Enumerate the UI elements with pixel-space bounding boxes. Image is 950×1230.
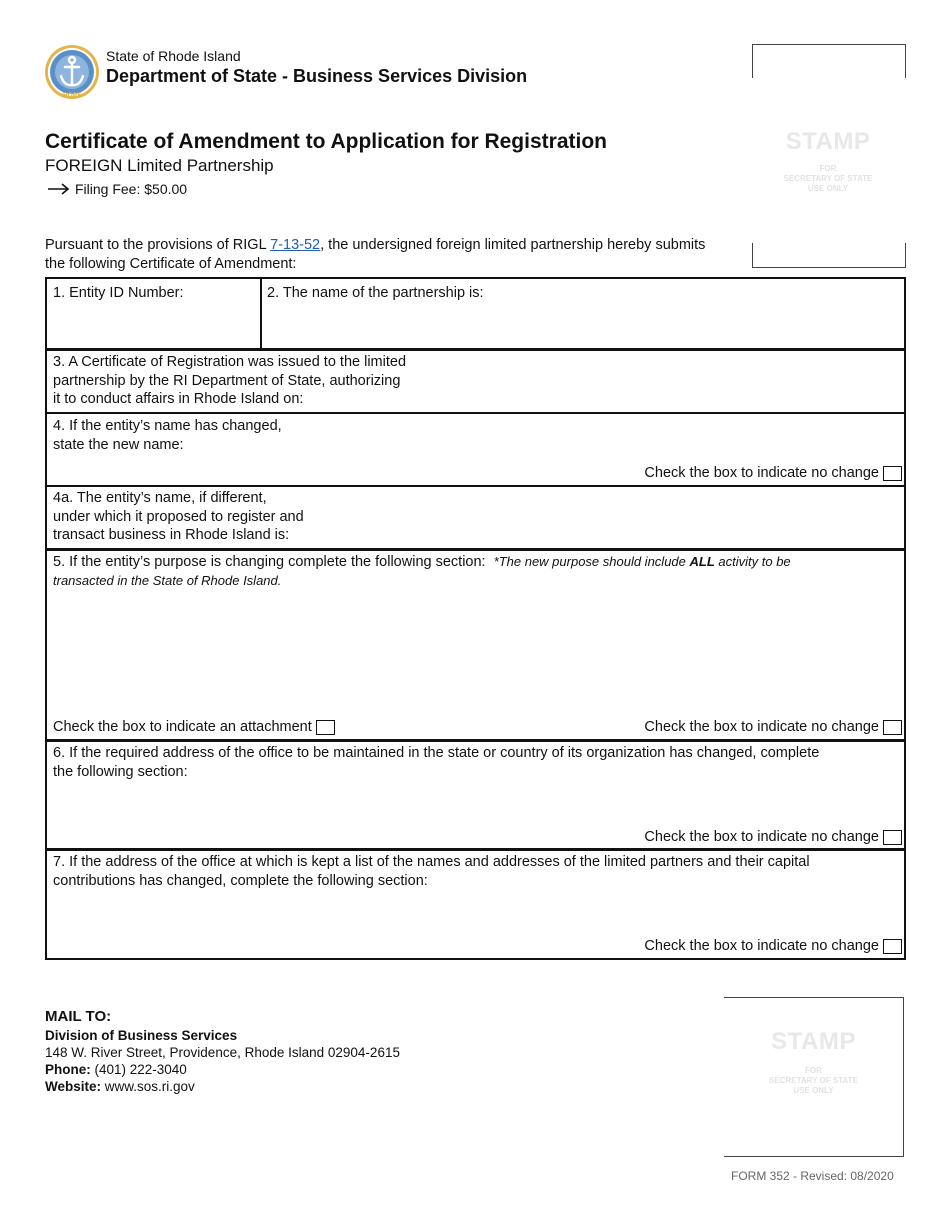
partnership-name-label: 2. The name of the partnership is: xyxy=(267,285,484,301)
q3-line-2: partnership by the RI Department of State, authorizing xyxy=(53,372,401,389)
q5-attachment xyxy=(53,719,335,735)
q3-line-3: it to conduct affairs in Rhode Island on: xyxy=(53,391,304,407)
q6-line-2: the following section: xyxy=(53,763,188,780)
registration-date-label xyxy=(53,353,406,409)
alternate-name-label xyxy=(53,489,304,545)
q5-note-bold: ALL xyxy=(689,554,715,569)
q7-no-change xyxy=(644,938,902,954)
website-label: Website: xyxy=(45,1079,102,1094)
q5-note-pre: *The new purpose should include xyxy=(493,554,690,569)
mail-address: 148 W. River Street, Providence, Rhode Island 02904-2615 xyxy=(45,1045,400,1060)
q7-no-change-label: Check the box to indicate no change xyxy=(644,938,879,954)
q4a-line-3: transact business in Rhode Island is: xyxy=(53,527,290,543)
entity-id-label: 1. Entity ID Number: xyxy=(53,285,184,301)
divider-6 xyxy=(47,848,904,851)
q4-line-2: state the new name: xyxy=(53,436,184,453)
records-office-label xyxy=(53,853,893,890)
mail-website xyxy=(45,1079,195,1094)
q4a-line-1: 4a. The entity’s name, if different, xyxy=(53,490,267,506)
stamp-box-bottom-section xyxy=(724,997,904,1157)
divider-3 xyxy=(47,485,904,487)
rigl-link[interactable]: 7-13-52 xyxy=(270,237,321,253)
state-name: State of Rhode Island xyxy=(106,48,241,64)
q6-no-change xyxy=(644,829,902,845)
divider-1 xyxy=(47,348,904,351)
stamp-line-3: USE ONLY xyxy=(807,184,849,193)
stamp-box-bottom xyxy=(752,243,906,268)
form-number: FORM 352 - Revised: 08/2020 xyxy=(731,1169,894,1183)
q4-no-change-label: Check the box to indicate no change xyxy=(644,465,879,481)
q5-attachment-label: Check the box to indicate an attachment xyxy=(53,719,312,735)
q6-no-change-label: Check the box to indicate no change xyxy=(644,829,879,845)
stamp-placeholder xyxy=(752,128,904,194)
q5-note xyxy=(494,554,791,569)
q5-no-change xyxy=(644,719,902,735)
filing-fee xyxy=(47,181,187,197)
seal-text: HOPE xyxy=(62,92,82,99)
filing-fee-text: Filing Fee: $50.00 xyxy=(75,181,188,197)
purpose-label xyxy=(53,553,893,590)
q5-text: 5. If the entity’s purpose is changing complete the following section: xyxy=(53,554,486,570)
mail-division: Division of Business Services xyxy=(45,1028,238,1043)
stamp-line-1: FOR xyxy=(819,164,837,173)
q4-no-change-checkbox[interactable] xyxy=(883,466,902,481)
q5-note-post: activity to be xyxy=(714,554,791,569)
stamp2-word: STAMP xyxy=(771,1028,856,1055)
amendment-form xyxy=(45,277,906,960)
divider-4 xyxy=(47,548,904,551)
intro-text-before: Pursuant to the provisions of RIGL xyxy=(45,237,271,253)
website-value: www.sos.ri.gov xyxy=(101,1079,195,1094)
page-title: Certificate of Amendment to Application for Registration xyxy=(45,130,607,153)
department-name: Department of State - Business Services Division xyxy=(106,66,528,86)
stamp-box-top xyxy=(752,44,906,78)
new-name-label xyxy=(53,417,282,454)
divider-5 xyxy=(47,739,904,742)
stamp2-line-2: SECRETARY OF STATE xyxy=(769,1076,858,1085)
q7-line-1: 7. If the address of the office at which is kept a list of the names and addresses of the limited partners and their capital xyxy=(53,854,810,870)
mail-phone xyxy=(45,1062,187,1077)
q6-no-change-checkbox[interactable] xyxy=(883,830,902,845)
phone-label: Phone: xyxy=(45,1062,91,1077)
stamp2-line-3: USE ONLY xyxy=(793,1086,834,1095)
divider-2 xyxy=(47,412,904,414)
mail-to-heading: MAIL TO: xyxy=(45,1008,112,1025)
arrow-right-icon xyxy=(47,183,71,195)
q4-no-change xyxy=(644,465,902,481)
intro-text-after: , the undersigned foreign limited partnership hereby submits the following Certificate of Amendment: xyxy=(45,237,706,272)
q4-line-1: 4. If the entity’s name has changed, xyxy=(53,418,282,434)
q5-no-change-checkbox[interactable] xyxy=(883,720,902,735)
q7-no-change-checkbox[interactable] xyxy=(883,939,902,954)
stamp-word: STAMP xyxy=(785,128,871,155)
phone-value: (401) 222-3040 xyxy=(90,1062,187,1077)
stamp2-line-1: FOR xyxy=(805,1066,822,1075)
q5-attachment-checkbox[interactable] xyxy=(316,720,335,735)
q7-line-2: contributions has changed, complete the following section: xyxy=(53,872,428,889)
intro-paragraph xyxy=(45,236,725,273)
state-seal-icon xyxy=(44,44,100,100)
q5-note-line-2: transacted in the State of Rhode Island. xyxy=(53,572,282,588)
page-subtitle: FOREIGN Limited Partnership xyxy=(45,156,274,175)
q5-no-change-label: Check the box to indicate no change xyxy=(644,719,879,735)
q3-line-1: 3. A Certificate of Registration was issued to the limited xyxy=(53,354,407,370)
stamp-line-2: SECRETARY OF STATE xyxy=(783,174,873,183)
row1-divider xyxy=(260,279,262,349)
q4a-line-2: under which it proposed to register and xyxy=(53,508,304,525)
office-address-label xyxy=(53,744,893,781)
q6-line-1: 6. If the required address of the office to be maintained in the state or country of its organization has changed, complete xyxy=(53,745,820,761)
